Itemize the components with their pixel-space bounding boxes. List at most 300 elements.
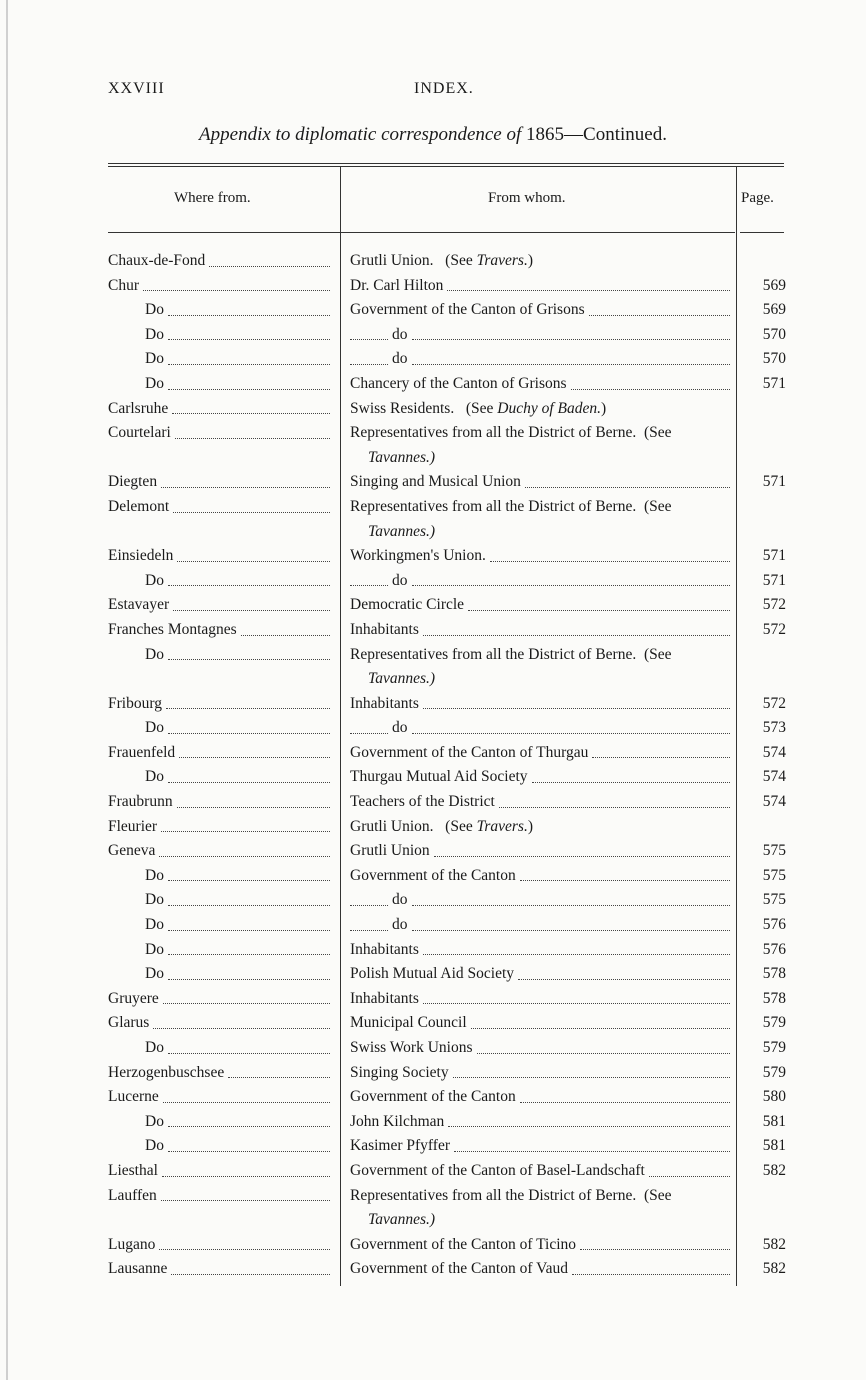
dot-leader	[499, 790, 730, 808]
from-whom-text: do	[392, 571, 408, 589]
page-number-cell: 574	[762, 743, 786, 761]
where-from-cell	[108, 1257, 332, 1282]
dot-leader	[350, 888, 388, 906]
dot-leader	[168, 323, 330, 341]
dot-leader	[168, 1036, 330, 1054]
table-top-rule-double	[108, 166, 784, 167]
dot-leader	[580, 1233, 730, 1251]
from-whom-text: Representatives from all the District of Berne.	[350, 497, 637, 515]
dot-leader	[412, 569, 731, 587]
where-from-text: Chaux-de-Fond	[108, 252, 206, 269]
table-row	[0, 839, 866, 864]
from-whom-text: Representatives from all the District of Berne.	[350, 424, 637, 442]
page-number-cell: 580	[762, 1088, 786, 1106]
page-number-cell: 572	[762, 620, 786, 638]
table-row	[0, 888, 866, 913]
table-row	[0, 741, 866, 766]
where-from-text: Do	[145, 571, 164, 589]
where-from-cell	[145, 962, 332, 987]
see-reference: (See Duchy of Baden.)	[454, 399, 607, 417]
see-reference-continued: Tavannes.)	[368, 670, 436, 688]
dot-leader	[518, 962, 730, 980]
from-whom-cell	[350, 372, 732, 397]
where-from-text: Einsiedeln	[108, 547, 174, 565]
dot-leader	[592, 741, 730, 759]
from-whom-cell	[350, 298, 732, 323]
dot-leader	[448, 1110, 730, 1128]
dot-leader	[168, 864, 330, 882]
from-whom-cell	[350, 544, 732, 569]
from-whom-cell	[350, 274, 732, 299]
table-row	[0, 815, 866, 840]
dot-leader	[168, 347, 330, 365]
where-from-cell	[145, 372, 332, 397]
dot-leader	[168, 938, 330, 956]
from-whom-text: do	[392, 891, 408, 909]
page-number-cell: 571	[762, 473, 786, 491]
table-row	[0, 1159, 866, 1184]
dot-leader	[468, 593, 730, 611]
from-whom-text: Inhabitants	[350, 989, 419, 1007]
see-reference-open: (See	[636, 424, 672, 442]
dot-leader	[168, 888, 330, 906]
dot-leader	[163, 1085, 330, 1103]
table-row	[0, 1233, 866, 1258]
from-whom-text: do	[392, 325, 408, 343]
page-number-cell: 582	[762, 1161, 786, 1179]
dot-leader	[571, 372, 730, 390]
where-from-cell	[108, 839, 332, 864]
table-row	[0, 421, 866, 470]
dot-leader	[161, 470, 330, 488]
dot-leader	[454, 1134, 730, 1152]
dot-leader	[159, 1233, 330, 1251]
from-whom-text: Swiss Work Unions	[350, 1039, 473, 1056]
table-row	[0, 618, 866, 643]
index-table-body	[0, 249, 866, 1282]
page-title: INDEX.	[414, 80, 474, 97]
where-from-text: Geneva	[108, 842, 156, 860]
from-whom-text: Kasimer Pfyffer	[350, 1137, 451, 1155]
where-from-text: Fribourg	[108, 694, 162, 712]
where-from-text: Gruyere	[108, 989, 159, 1007]
where-from-text: Carlsruhe	[108, 399, 169, 417]
from-whom-text: Municipal Council	[350, 1014, 467, 1032]
where-from-text: Lugano	[108, 1235, 156, 1253]
dot-leader	[172, 397, 330, 415]
from-whom-cell	[350, 913, 732, 938]
from-whom-cell	[350, 249, 732, 274]
where-from-cell	[145, 864, 332, 889]
where-from-cell	[108, 495, 332, 520]
where-from-text: Lucerne	[108, 1088, 159, 1106]
see-reference-target: Travers.	[476, 252, 528, 269]
from-whom-text: Representatives from all the District of Berne.	[350, 1186, 637, 1204]
from-whom-text: do	[392, 916, 408, 934]
page-number-cell: 570	[762, 325, 786, 343]
from-whom-text: Singing Society	[350, 1063, 449, 1081]
from-whom-text: Workingmen's Union.	[350, 547, 486, 565]
from-whom-text: Government of the Canton	[350, 1088, 516, 1106]
table-row	[0, 1085, 866, 1110]
where-from-cell	[108, 470, 332, 495]
from-whom-cell	[350, 938, 732, 963]
table-row	[0, 544, 866, 569]
table-top-rule	[108, 163, 784, 164]
dot-leader	[168, 716, 330, 734]
page-number-cell: 582	[762, 1260, 786, 1278]
dot-leader	[520, 864, 730, 882]
see-reference-continued: Tavannes.)	[368, 1211, 436, 1229]
from-whom-cell	[350, 1061, 732, 1086]
column-header-whom: From whom.	[488, 190, 566, 206]
where-from-cell	[108, 790, 332, 815]
from-whom-text: Inhabitants	[350, 940, 419, 958]
from-whom-text: Government of the Canton of Thurgau	[350, 743, 589, 761]
from-whom-text: do	[392, 719, 408, 737]
where-from-text: Do	[145, 1137, 164, 1155]
where-from-cell	[145, 323, 332, 348]
from-whom-cell	[350, 692, 732, 717]
from-whom-cell	[350, 1134, 732, 1159]
page-number-cell: 571	[762, 374, 786, 392]
where-from-text: Fleurier	[108, 817, 158, 835]
see-reference: (See Travers.)	[433, 252, 533, 269]
table-row	[0, 790, 866, 815]
page-number-cell: 581	[762, 1137, 786, 1155]
header-bottom-rule-where	[108, 232, 340, 233]
dot-leader	[163, 987, 330, 1005]
section-subtitle	[0, 124, 866, 146]
page-number-cell: 575	[762, 842, 786, 860]
where-from-cell	[145, 1134, 332, 1159]
see-reference-target: Tavannes.	[368, 1211, 430, 1229]
table-row	[0, 1184, 866, 1233]
page-number-cell: 572	[762, 694, 786, 712]
page-number-cell: 581	[762, 1112, 786, 1130]
from-whom-cell	[350, 1257, 732, 1282]
from-whom-text: Singing and Musical Union	[350, 473, 521, 491]
page-number-cell: 576	[762, 916, 786, 934]
where-from-text: Frauenfeld	[108, 743, 176, 761]
see-reference-continued: Tavannes.)	[368, 448, 436, 466]
table-row	[0, 692, 866, 717]
dot-leader	[168, 569, 330, 587]
table-row	[0, 1110, 866, 1135]
where-from-text: Courtelari	[108, 424, 171, 442]
dot-leader	[161, 1184, 330, 1202]
page-number-cell: 570	[762, 350, 786, 368]
from-whom-cell	[350, 962, 732, 987]
dot-leader	[168, 913, 330, 931]
from-whom-text: Grutli Union.	[350, 252, 434, 269]
where-from-cell	[145, 1036, 332, 1061]
table-row	[0, 1061, 866, 1086]
from-whom-cell	[350, 323, 732, 348]
from-whom-cell	[350, 1159, 732, 1184]
where-from-cell	[145, 569, 332, 594]
dot-leader	[168, 1110, 330, 1128]
from-whom-text: Swiss Residents.	[350, 399, 455, 417]
page-number-cell: 578	[762, 989, 786, 1007]
where-from-text: Do	[145, 350, 164, 368]
from-whom-cell	[350, 741, 732, 766]
where-from-cell	[108, 274, 332, 299]
from-whom-cell	[350, 1085, 732, 1110]
where-from-text: Do	[145, 645, 164, 663]
table-row	[0, 495, 866, 544]
where-from-cell	[108, 544, 332, 569]
where-from-text: Lauffen	[108, 1186, 157, 1204]
table-row	[0, 470, 866, 495]
table-row	[0, 298, 866, 323]
from-whom-cell	[350, 643, 732, 668]
from-whom-cell	[350, 1011, 732, 1036]
dot-leader	[143, 274, 330, 292]
where-from-text: Do	[145, 1112, 164, 1130]
dot-leader	[153, 1011, 330, 1029]
see-reference-target: Tavannes.	[368, 670, 430, 688]
from-whom-text: Government of the Canton	[350, 866, 516, 884]
where-from-text: Diegten	[108, 473, 158, 491]
where-from-cell	[108, 987, 332, 1012]
where-from-text: Do	[145, 1039, 164, 1056]
from-whom-text: Government of the Canton of Grisons	[350, 301, 585, 319]
dot-leader	[177, 790, 330, 808]
from-whom-cell	[350, 888, 732, 913]
dot-leader	[350, 347, 388, 365]
page-number-cell: 572	[762, 596, 786, 614]
page-number: XXVIII	[108, 80, 165, 97]
see-reference-open: (See	[636, 1186, 672, 1204]
where-from-text: Do	[145, 719, 164, 737]
from-whom-cell	[350, 864, 732, 889]
table-row	[0, 1257, 866, 1282]
dot-leader	[477, 1036, 731, 1054]
where-from-text: Do	[145, 891, 164, 909]
page-number-cell: 582	[762, 1235, 786, 1253]
from-whom-text: Democratic Circle	[350, 596, 465, 614]
from-whom-cell	[350, 1036, 732, 1061]
from-whom-cell	[350, 397, 732, 422]
where-from-cell	[145, 298, 332, 323]
from-whom-text: Polish Mutual Aid Society	[350, 965, 515, 983]
dot-leader	[525, 470, 730, 488]
from-whom-cell	[350, 839, 732, 864]
table-row	[0, 962, 866, 987]
table-row	[0, 372, 866, 397]
where-from-cell	[108, 397, 332, 422]
dot-leader	[471, 1011, 730, 1029]
header-bottom-rule-page	[740, 232, 784, 233]
dot-leader	[447, 274, 730, 292]
from-whom-text: do	[392, 350, 408, 368]
dot-leader	[159, 839, 330, 857]
dot-leader	[168, 765, 330, 783]
where-from-text: Fraubrunn	[108, 793, 173, 811]
where-from-cell	[108, 815, 332, 840]
see-reference-open: (See	[636, 497, 672, 515]
dot-leader	[453, 1061, 730, 1079]
dot-leader	[520, 1085, 730, 1103]
page-number-cell: 574	[762, 768, 786, 786]
where-from-text: Do	[145, 325, 164, 343]
table-row	[0, 643, 866, 692]
dot-leader	[350, 323, 388, 341]
from-whom-cell	[350, 347, 732, 372]
page-number-cell: 569	[762, 301, 786, 319]
where-from-cell	[145, 643, 332, 668]
dot-leader	[649, 1159, 730, 1177]
from-whom-cell	[350, 987, 732, 1012]
where-from-cell	[108, 1061, 332, 1086]
dot-leader	[168, 298, 330, 316]
table-row	[0, 569, 866, 594]
table-row	[0, 716, 866, 741]
table-row	[0, 938, 866, 963]
dot-leader	[241, 618, 330, 636]
table-row	[0, 593, 866, 618]
from-whom-text: John Kilchman	[350, 1112, 445, 1130]
from-whom-text: Thurgau Mutual Aid Society	[350, 768, 528, 786]
table-row	[0, 323, 866, 348]
see-reference-target: Travers.	[476, 817, 528, 835]
from-whom-text: Government of the Canton of Ticino	[350, 1235, 577, 1253]
where-from-cell	[108, 249, 332, 274]
dot-leader	[350, 716, 388, 734]
where-from-cell	[108, 741, 332, 766]
where-from-cell	[108, 1159, 332, 1184]
where-from-text: Glarus	[108, 1014, 150, 1032]
dot-leader	[589, 298, 730, 316]
page-number-cell: 576	[762, 940, 786, 958]
see-reference: (See Travers.)	[433, 817, 533, 835]
dot-leader	[423, 692, 730, 710]
header-bottom-rule-whom	[341, 232, 735, 233]
page-number-cell: 579	[762, 1039, 786, 1056]
page-number-cell: 571	[762, 547, 786, 565]
dot-leader	[162, 1159, 330, 1177]
where-from-text: Liesthal	[108, 1161, 158, 1179]
from-whom-cell	[350, 790, 732, 815]
from-whom-cell	[350, 618, 732, 643]
from-whom-text: Inhabitants	[350, 694, 419, 712]
page-number-cell: 569	[762, 276, 786, 294]
subtitle-tail: —Continued.	[564, 124, 667, 145]
from-whom-text: Grutli Union	[350, 842, 430, 860]
where-from-text: Chur	[108, 276, 139, 294]
from-whom-text: Government of the Canton of Vaud	[350, 1260, 568, 1278]
table-row	[0, 274, 866, 299]
from-whom-cell	[350, 1233, 732, 1258]
dot-leader	[209, 249, 330, 267]
column-header-where: Where from.	[174, 190, 251, 206]
dot-leader	[168, 1134, 330, 1152]
dot-leader	[175, 421, 330, 439]
from-whom-text: Dr. Carl Hilton	[350, 276, 444, 294]
where-from-text: Do	[145, 374, 164, 392]
table-row	[0, 1036, 866, 1061]
where-from-cell	[145, 347, 332, 372]
table-row	[0, 249, 866, 274]
from-whom-cell	[350, 593, 732, 618]
where-from-cell	[108, 692, 332, 717]
page-number-cell: 573	[762, 719, 786, 737]
where-from-text: Do	[145, 965, 164, 983]
dot-leader	[168, 643, 330, 661]
page-number-cell: 579	[762, 1063, 786, 1081]
from-whom-text: Chancery of the Canton of Grisons	[350, 374, 567, 392]
dot-leader	[173, 495, 330, 513]
page-number-cell: 575	[762, 866, 786, 884]
from-whom-cell	[350, 421, 732, 446]
dot-leader	[412, 913, 731, 931]
dot-leader	[350, 913, 388, 931]
see-reference-target: Tavannes.	[368, 448, 430, 466]
where-from-text: Do	[145, 301, 164, 319]
page-header	[108, 80, 782, 104]
from-whom-cell	[350, 1184, 732, 1209]
dot-leader	[350, 569, 388, 587]
table-row	[0, 987, 866, 1012]
page-number-cell: 575	[762, 891, 786, 909]
dot-leader	[173, 593, 330, 611]
from-whom-cell	[350, 815, 732, 840]
dot-leader	[179, 741, 330, 759]
table-row	[0, 864, 866, 889]
dot-leader	[168, 372, 330, 390]
from-whom-cell	[350, 495, 732, 520]
from-whom-cell	[350, 716, 732, 741]
from-whom-cell	[350, 765, 732, 790]
dot-leader	[412, 323, 731, 341]
where-from-text: Lausanne	[108, 1260, 168, 1278]
where-from-text: Delemont	[108, 497, 170, 515]
dot-leader	[423, 987, 730, 1005]
from-whom-cell	[350, 470, 732, 495]
where-from-cell	[145, 716, 332, 741]
where-from-text: Do	[145, 916, 164, 934]
table-row	[0, 347, 866, 372]
from-whom-text: Teachers of the District	[350, 793, 495, 811]
dot-leader	[572, 1257, 730, 1275]
dot-leader	[434, 839, 730, 857]
where-from-cell	[108, 1184, 332, 1209]
page-number-cell: 578	[762, 965, 786, 983]
from-whom-cell	[350, 569, 732, 594]
from-whom-text: Inhabitants	[350, 620, 419, 638]
where-from-cell	[108, 593, 332, 618]
where-from-cell	[108, 1233, 332, 1258]
page-number-cell: 571	[762, 571, 786, 589]
dot-leader	[161, 815, 330, 833]
where-from-text: Herzogenbuschsee	[108, 1063, 225, 1081]
from-whom-text: Government of the Canton of Basel-Landschaft	[350, 1161, 645, 1179]
dot-leader	[412, 716, 731, 734]
dot-leader	[532, 765, 730, 783]
where-from-cell	[145, 888, 332, 913]
where-from-text: Do	[145, 940, 164, 958]
where-from-cell	[108, 1011, 332, 1036]
from-whom-text: Representatives from all the District of Berne.	[350, 645, 637, 663]
see-reference-open: (See	[636, 645, 672, 663]
where-from-cell	[108, 1085, 332, 1110]
where-from-cell	[108, 421, 332, 446]
dot-leader	[412, 347, 731, 365]
dot-leader	[166, 692, 330, 710]
dot-leader	[177, 544, 330, 562]
subtitle-year: 1865	[526, 124, 565, 145]
